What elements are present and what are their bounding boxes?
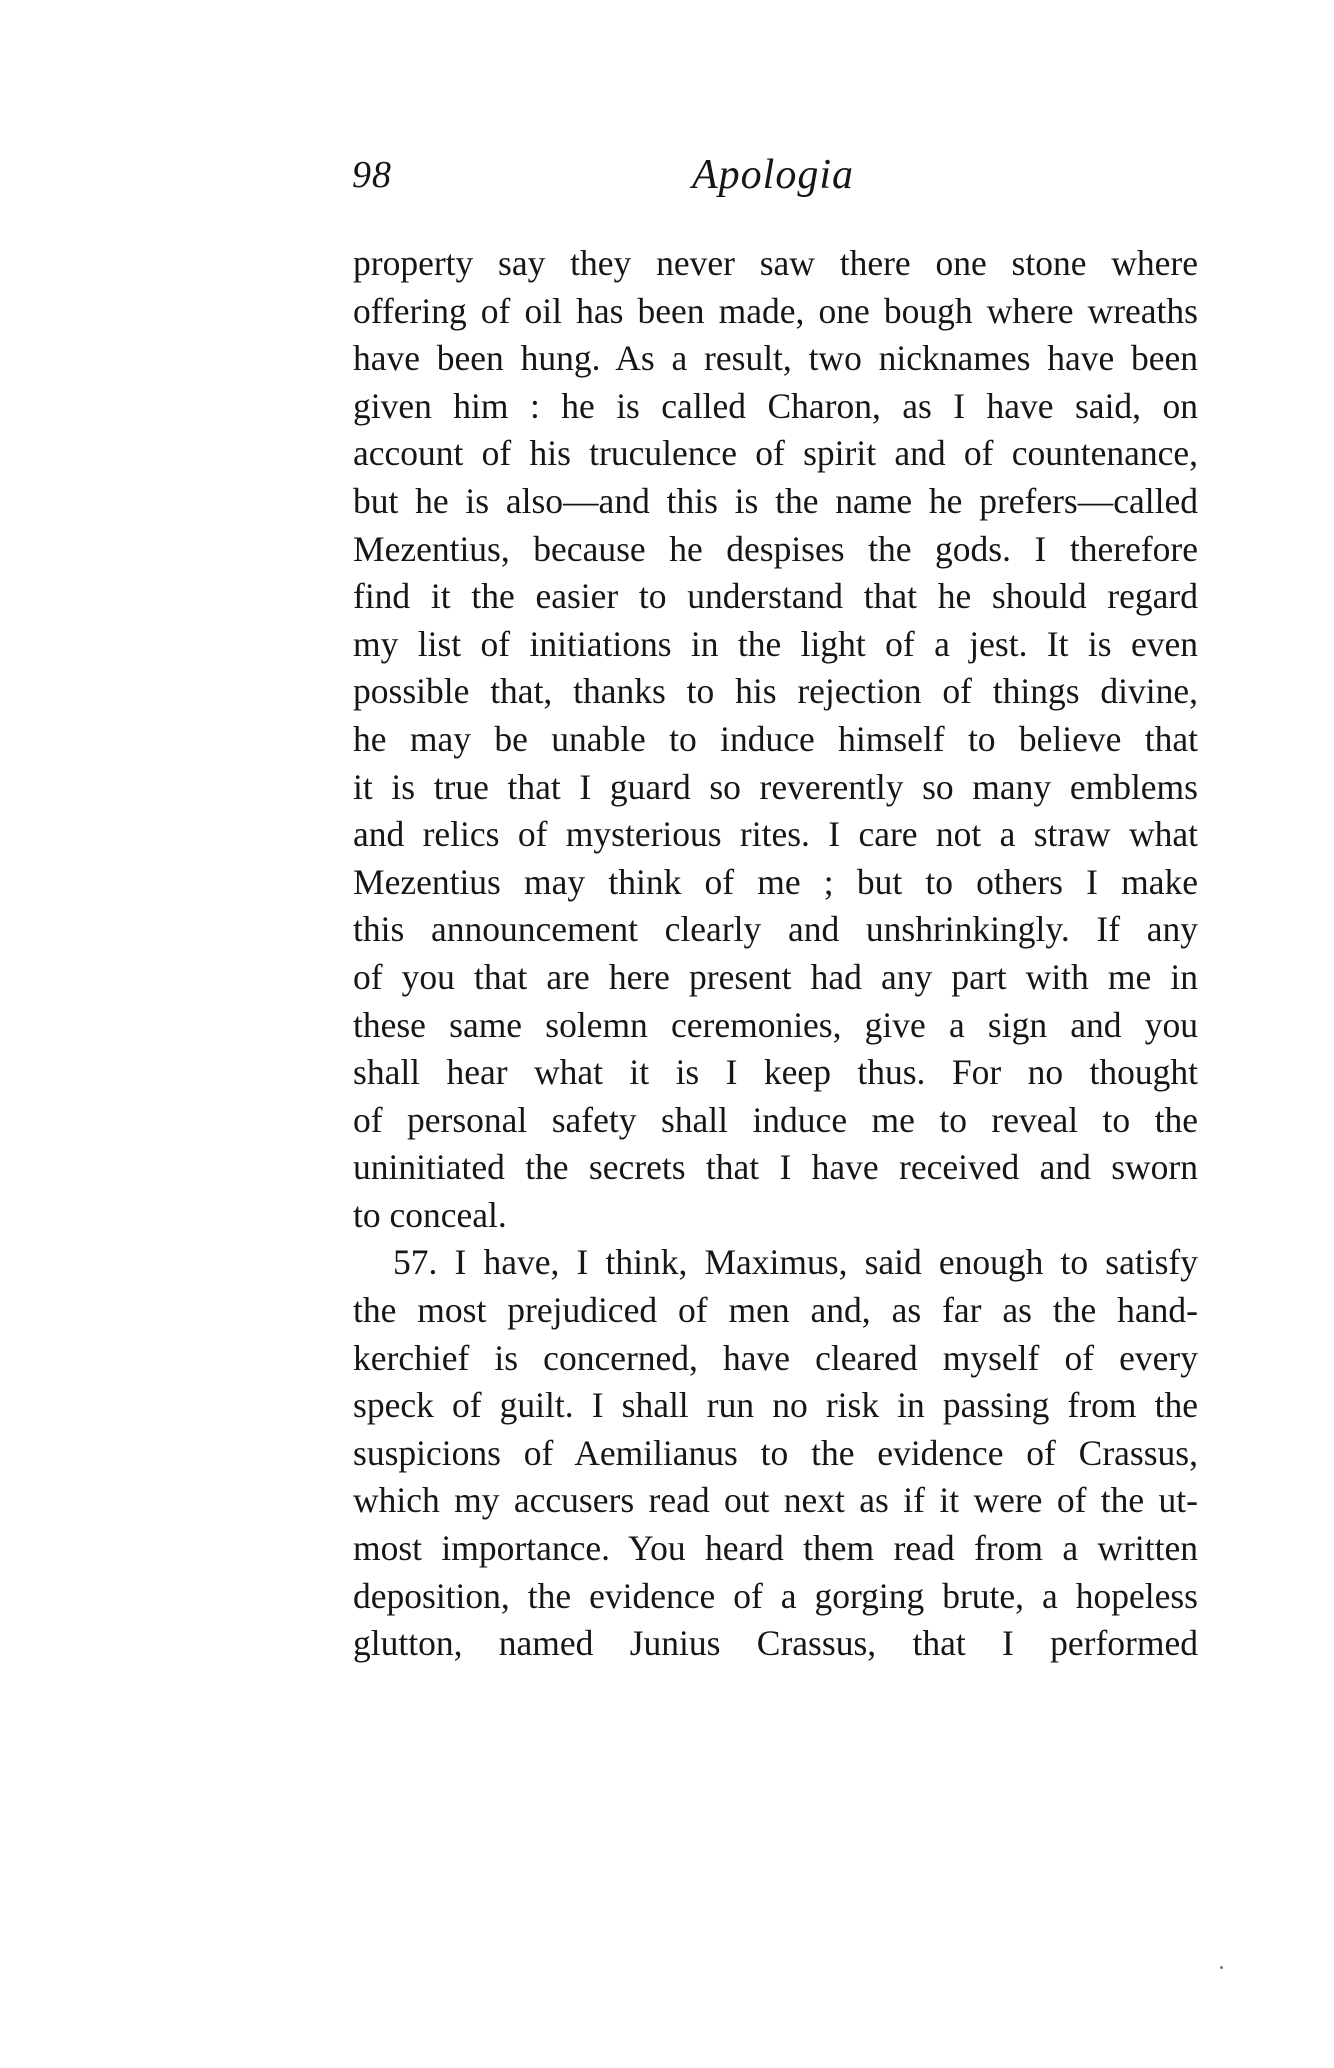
text-line: given him : he is called Charon, as I have said, on xyxy=(353,385,1198,426)
text-line: possible that, thanks to his rejection of things divine, xyxy=(353,671,1198,712)
text-line: to conceal. xyxy=(353,1194,507,1235)
text-line: of you that are here present had any part with me in xyxy=(353,956,1198,997)
text-line: Mezentius may think of me ; but to others I make xyxy=(353,861,1198,902)
text-line: and relics of mysterious rites. I care not a straw what xyxy=(353,814,1198,855)
running-title: Apologia xyxy=(692,152,854,198)
body-text xyxy=(353,240,1198,1668)
text-line: but he is also—and this is the name he prefers—called xyxy=(353,480,1198,521)
text-line: the most prejudiced of men and, as far as the hand- xyxy=(353,1290,1198,1331)
text-line: glutton, named Junius Crassus, that I performed xyxy=(353,1623,1198,1664)
text-line: deposition, the evidence of a gorging brute, a hopeless xyxy=(353,1575,1198,1616)
text-line: speck of guilt. I shall run no risk in passing from the xyxy=(353,1385,1198,1426)
text-line: of personal safety shall induce me to reveal to the xyxy=(353,1099,1198,1140)
text-line: find it the easier to understand that he should regard xyxy=(353,576,1198,617)
text-line: kerchief is concerned, have cleared myself of every xyxy=(353,1337,1198,1378)
text-line: have been hung. As a result, two nicknames have been xyxy=(353,338,1198,379)
text-line: property say they never saw there one stone where xyxy=(353,243,1198,283)
page-header xyxy=(352,150,1202,200)
text-line: offering of oil has been made, one bough where wreaths xyxy=(353,290,1198,331)
text-line: which my accusers read out next as if it were of the ut- xyxy=(353,1480,1198,1521)
text-line: my list of initiations in the light of a jest. It is even xyxy=(353,623,1198,664)
text-line: 57. I have, I think, Maximus, said enough to satisfy xyxy=(393,1242,1198,1283)
text-line: shall hear what it is I keep thus. For no thought xyxy=(353,1052,1198,1093)
text-line: these same solemn ceremonies, give a sign and you xyxy=(353,1004,1198,1045)
text-line: uninitiated the secrets that I have received and sworn xyxy=(353,1147,1198,1188)
text-line: most importance. You heard them read from a written xyxy=(353,1528,1198,1569)
paragraph-1 xyxy=(353,240,1198,1239)
text-line: it is true that I guard so reverently so many emblems xyxy=(353,766,1198,807)
text-line: he may be unable to induce himself to believe that xyxy=(353,718,1198,759)
text-line: Mezentius, because he despises the gods. I therefore xyxy=(353,528,1198,569)
text-line: account of his truculence of spirit and of countenance, xyxy=(353,433,1198,474)
text-line: this announcement clearly and unshrinkingly. If any xyxy=(353,909,1198,950)
scan-speck xyxy=(1220,1966,1223,1969)
text-line: suspicions of Aemilianus to the evidence of Crassus, xyxy=(353,1432,1198,1473)
paragraph-2 xyxy=(353,1239,1198,1667)
page-number: 98 xyxy=(352,154,392,196)
